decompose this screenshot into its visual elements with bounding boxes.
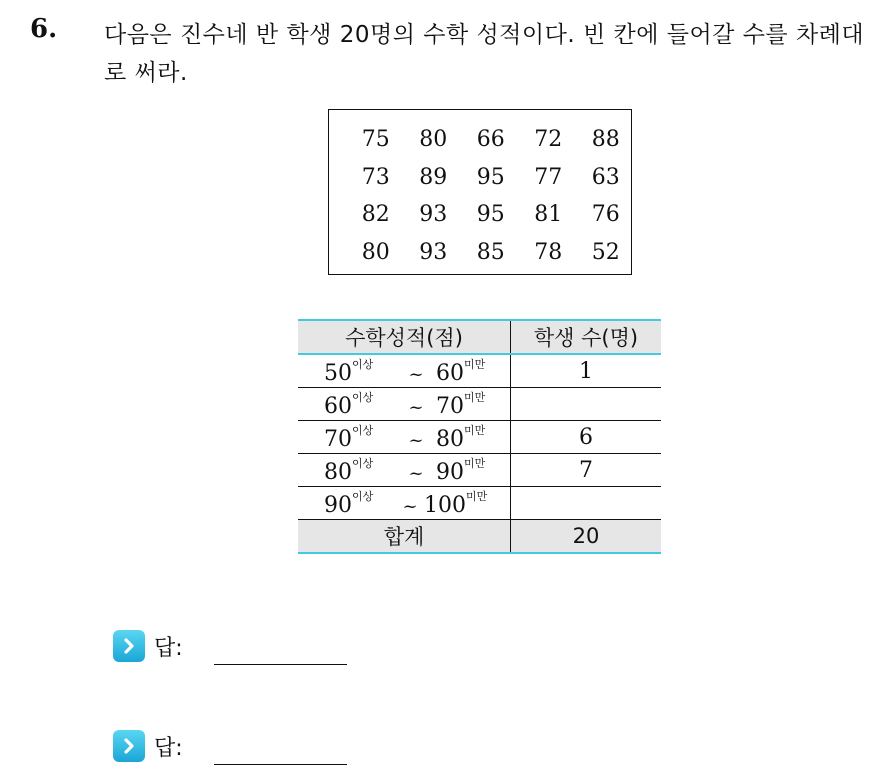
answer-label: 답: bbox=[154, 635, 183, 661]
score-cell: 95 bbox=[476, 164, 505, 190]
score-cell: 77 bbox=[534, 164, 563, 190]
range-tilde: ~ bbox=[408, 463, 424, 484]
below-label: 미만 bbox=[464, 457, 486, 470]
score-cell: 89 bbox=[419, 164, 448, 190]
table-row bbox=[298, 421, 661, 454]
range-tilde: ~ bbox=[402, 496, 418, 517]
table-row bbox=[298, 388, 661, 421]
range-tilde: ~ bbox=[408, 397, 424, 418]
range-high: 70 bbox=[436, 394, 464, 419]
range-high: 100 bbox=[424, 493, 466, 518]
score-cell: 76 bbox=[591, 202, 620, 227]
count-cell: 1 bbox=[511, 354, 662, 388]
score-cell: 88 bbox=[591, 127, 620, 152]
answer-blank-1[interactable] bbox=[214, 664, 347, 665]
frequency-table bbox=[298, 319, 661, 554]
total-label: 합계 bbox=[298, 520, 511, 554]
range-low: 90 bbox=[324, 493, 352, 518]
count-cell: 6 bbox=[511, 421, 662, 454]
score-cell: 93 bbox=[419, 239, 448, 265]
table-row bbox=[298, 487, 661, 520]
answer-line-1 bbox=[113, 630, 183, 662]
below-label: 미만 bbox=[464, 358, 486, 371]
score-cell: 75 bbox=[361, 127, 390, 152]
score-cell: 93 bbox=[419, 202, 448, 227]
question-text: 다음은 진수네 반 학생 20명의 수학 성적이다. 빈 칸에 들어갈 수를 차례대로 써라. bbox=[104, 22, 865, 86]
score-cell: 80 bbox=[419, 127, 448, 152]
score-range bbox=[298, 356, 510, 386]
range-high: 60 bbox=[436, 361, 464, 386]
table-row bbox=[298, 454, 661, 487]
count-cell: 7 bbox=[511, 454, 662, 487]
range-tilde: ~ bbox=[408, 364, 424, 385]
range-low: 70 bbox=[324, 427, 352, 452]
score-cell: 81 bbox=[534, 202, 563, 227]
answer-label: 답: bbox=[154, 735, 183, 761]
range-high: 80 bbox=[436, 427, 464, 452]
score-cell: 82 bbox=[361, 202, 390, 227]
score-cell: 72 bbox=[534, 127, 563, 152]
score-cell: 85 bbox=[476, 239, 505, 265]
above-label: 이상 bbox=[352, 490, 374, 503]
score-range bbox=[298, 389, 510, 419]
total-value: 20 bbox=[511, 520, 662, 554]
question-number: 6. bbox=[30, 14, 58, 44]
score-cell: 66 bbox=[476, 127, 505, 152]
below-label: 미만 bbox=[464, 424, 486, 437]
above-label: 이상 bbox=[352, 424, 374, 437]
header-count: 학생 수(명) bbox=[511, 320, 662, 354]
range-high: 90 bbox=[436, 460, 464, 485]
score-cell: 73 bbox=[361, 164, 390, 190]
score-grid bbox=[347, 121, 635, 271]
count-cell-blank bbox=[511, 487, 662, 520]
count-cell-blank bbox=[511, 388, 662, 421]
score-cell: 78 bbox=[534, 239, 563, 265]
table-header-row bbox=[298, 320, 661, 354]
score-range bbox=[298, 455, 510, 485]
above-label: 이상 bbox=[352, 457, 374, 470]
table-row bbox=[298, 354, 661, 388]
answer-line-2 bbox=[113, 730, 183, 762]
below-label: 미만 bbox=[464, 391, 486, 404]
above-label: 이상 bbox=[352, 358, 374, 371]
range-low: 50 bbox=[324, 361, 352, 386]
range-low: 60 bbox=[324, 394, 352, 419]
total-row bbox=[298, 520, 661, 554]
score-range bbox=[298, 422, 510, 452]
header-score: 수학성적(점) bbox=[298, 320, 511, 354]
score-cell: 80 bbox=[361, 239, 390, 265]
score-cell: 95 bbox=[476, 202, 505, 227]
score-cell: 63 bbox=[591, 164, 620, 190]
answer-blank-2[interactable] bbox=[214, 764, 347, 765]
score-cell: 52 bbox=[591, 239, 620, 265]
chevron-right-icon bbox=[113, 630, 145, 662]
above-label: 이상 bbox=[352, 391, 374, 404]
range-low: 80 bbox=[324, 460, 352, 485]
score-data-box bbox=[328, 109, 632, 275]
chevron-right-icon bbox=[113, 730, 145, 762]
score-range bbox=[298, 488, 510, 518]
below-label: 미만 bbox=[466, 490, 488, 503]
range-tilde: ~ bbox=[408, 430, 424, 451]
